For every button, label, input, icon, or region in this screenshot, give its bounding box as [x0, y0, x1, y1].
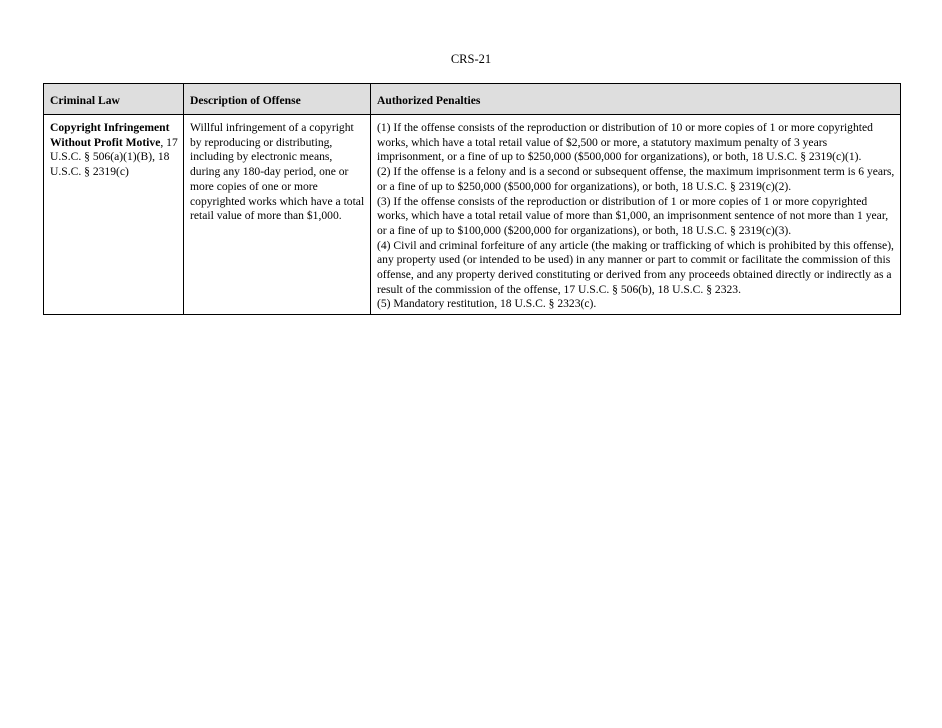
law-citation: , 17 U.S.C. § 506(a)(1)(B), 18 U.S.C. § 2319(c): [50, 135, 178, 179]
criminal-law-cell: [44, 115, 184, 315]
penalty-item-4: (4) Civil and criminal forfeiture of any article (the making or trafficking of which is prohibited by this offense), any property used (or intended to be used) in any manner or part to commit or facilitate the commission of this offense, and any property derived constituting or derived from any proceeds obtained directly or indirectly as a result of the commission of the offense, 17 U.S.C. § 506(b), 18 U.S.C. § 2323.: [377, 238, 894, 296]
penalties-cell: [371, 115, 901, 315]
table-header-row: [44, 84, 901, 115]
penalty-item-3: (3) If the offense consists of the reproduction or distribution of 1 or more copies of 1 or more copyrighted works, which have a total retail value of more than $1,000, an imprisonment sentence of not more than 1 year, or a fine of up to $100,000 ($200,000 for organizations), or both, 18 U.S.C. § 2319(c)(3).: [377, 194, 889, 237]
table-row: [44, 115, 901, 315]
penalty-item-5: (5) Mandatory restitution, 18 U.S.C. § 2323(c).: [377, 297, 597, 311]
offense-table: [43, 83, 901, 315]
column-header-penalties: Authorized Penalties: [371, 84, 901, 115]
law-name: Copyright Infringement Without Profit Motive: [50, 121, 170, 149]
column-header-criminal-law: Criminal Law: [44, 84, 184, 115]
column-header-description: Description of Offense: [184, 84, 371, 115]
description-cell: Willful infringement of a copyright by reproducing or distributing, including by electronic means, during any 180-day period, one or more copies of one or more copyrighted works which have a total retail value of more than $1,000.: [184, 115, 371, 315]
penalty-item-1: (1) If the offense consists of the reproduction or distribution of 10 or more copies of 1 or more copyrighted works, which have a total retail value of $2,500 or more, a statutory maximum penalty of 3 years imprisonment, or a fine of up to $250,000 ($500,000 for organizations), or both, 18 U.S.C. § 2319(c)(1).: [377, 121, 873, 164]
penalty-item-2: (2) If the offense is a felony and is a second or subsequent offense, the maximum imprisonment term is 6 years, or a fine of up to $250,000 ($500,000 for organizations), or both, 18 U.S.C. § 2319(c)(2).: [377, 165, 895, 193]
page-header: CRS-21: [450, 52, 492, 66]
